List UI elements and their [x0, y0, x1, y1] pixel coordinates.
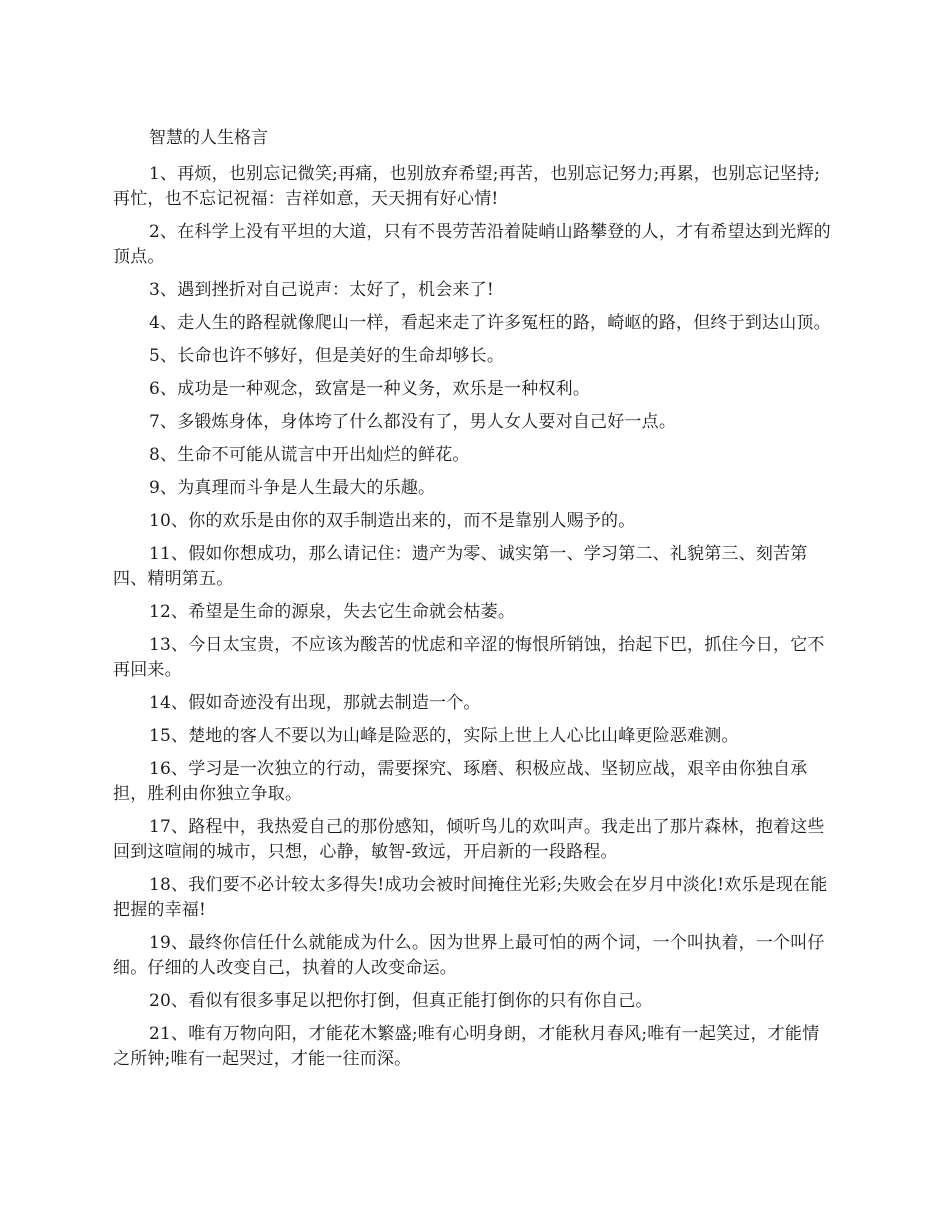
- quote-item: 12、希望是生命的源泉，失去它生命就会枯萎。: [149, 602, 516, 622]
- quote-item: 9、为真理而斗争是人生最大的乐趣。: [149, 478, 436, 498]
- quote-list: [113, 162, 832, 1072]
- quote-item: 18、我们要不必计较太多得失!成功会被时间掩住光彩;失败会在岁月中淡化!欢乐是现在能把握的幸福!: [113, 875, 828, 920]
- quote-item: 2、在科学上没有平坦的大道，只有不畏劳苦沿着陡峭山路攀登的人，才有希望达到光辉的顶点。: [113, 222, 831, 267]
- quote-item: 10、你的欢乐是由你的双手制造出来的，而不是靠别人赐予的。: [149, 511, 636, 531]
- quote-item: 6、成功是一种观念，致富是一种义务，欢乐是一种权利。: [149, 379, 591, 399]
- quote-item: 4、走人生的路程就像爬山一样，看起来走了许多冤枉的路，崎岖的路，但终于到达山顶。: [149, 313, 831, 333]
- document-title: 智慧的人生格言: [149, 128, 268, 148]
- quote-item: 15、楚地的客人不要以为山峰是险恶的，实际上世上人心比山峰更险恶难测。: [149, 726, 739, 746]
- quote-item: 20、看似有很多事足以把你打倒，但真正能打倒你的只有你自己。: [149, 991, 653, 1011]
- quote-item: 5、长命也许不够好，但是美好的生命却够长。: [149, 346, 505, 366]
- quote-item: 16、学习是一次独立的行动，需要探究、琢磨、积极应战、坚韧应战，艰辛由你独自承担，胜利由你独立争取。: [113, 759, 808, 804]
- quote-item: 7、多锻炼身体，身体垮了什么都没有了，男人女人要对自己好一点。: [149, 412, 677, 432]
- quote-item: 3、遇到挫折对自己说声：太好了，机会来了!: [149, 280, 494, 300]
- quote-item: 17、路程中，我热爱自己的那份感知，倾听鸟儿的欢叫声。我走出了那片森林，抱着这些回到这喧闹的城市，只想，心静，敏智-致远，开启新的一段路程。: [113, 817, 825, 862]
- quote-item: 8、生命不可能从谎言中开出灿烂的鲜花。: [149, 445, 470, 465]
- quote-item: 14、假如奇迹没有出现，那就去制造一个。: [149, 693, 481, 713]
- quote-item: 21、唯有万物向阳，才能花木繁盛;唯有心明身朗，才能秋月春风;唯有一起笑过，才能情之所钟;唯有一起哭过，才能一往而深。: [113, 1024, 820, 1069]
- quote-item: 13、今日太宝贵，不应该为酸苦的忧虑和辛涩的悔恨所销蚀，抬起下巴，抓住今日，它不再回来。: [113, 635, 825, 680]
- quote-item: 11、假如你想成功，那么请记住：遗产为零、诚实第一、学习第二、礼貌第三、刻苦第四、精明第五。: [113, 544, 808, 589]
- quote-item: 1、再烦，也别忘记微笑;再痛，也别放弃希望;再苦，也别忘记努力;再累，也别忘记坚持;再忙，也不忘记祝福：吉祥如意，天天拥有好心情!: [113, 164, 821, 209]
- quote-item: 19、最终你信任什么就能成为什么。因为世界上最可怕的两个词，一个叫执着，一个叫仔细。仔细的人改变自己，执着的人改变命运。: [113, 933, 825, 978]
